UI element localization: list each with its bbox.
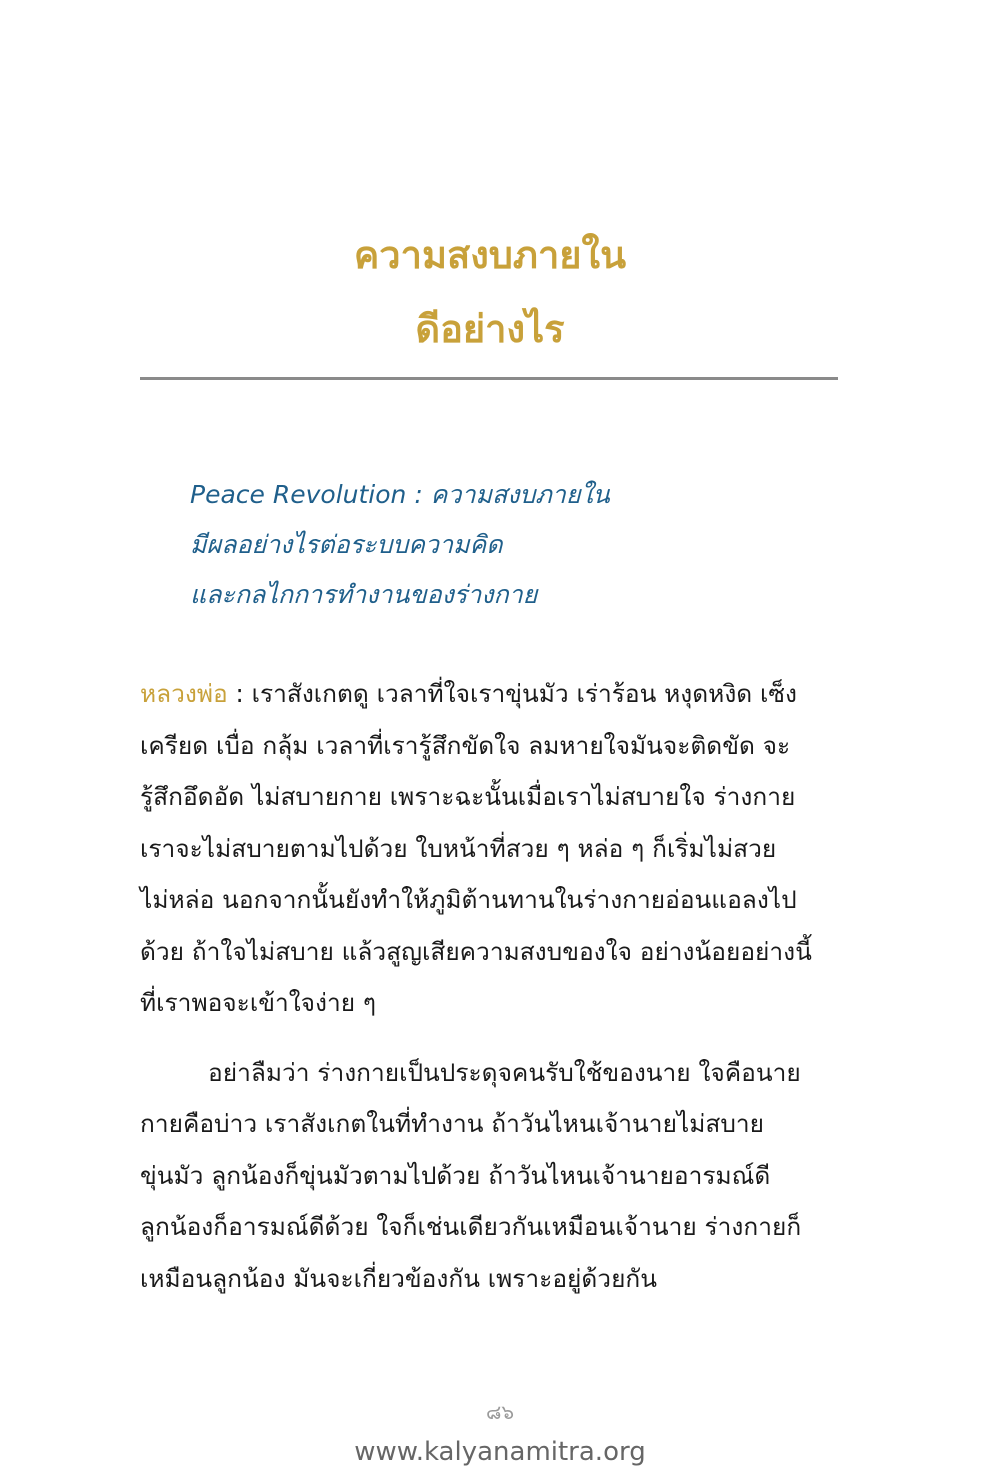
paragraph-line: เราจะไม่สบายตามไปด้วย ใบหน้าที่สวย ๆ หล่อ ๆ ก็เริ่มไม่สวย: [140, 833, 777, 863]
question-block: [190, 470, 830, 620]
paragraph-line: ที่เราพอจะเข้าใจง่าย ๆ: [140, 988, 377, 1017]
paragraph-line: ด้วย ถ้าใจไม่สบาย แล้วสูญเสียความสงบของใจ อย่างน้อยอย่างนี้: [140, 936, 812, 966]
chapter-title-line-2: ดีอย่างไร: [415, 307, 565, 351]
paragraph-line: ไม่หล่อ นอกจากนั้นยังทำให้ภูมิต้านทานในร่างกายอ่อนแอลงไป: [140, 885, 797, 914]
chapter-title-line-1: ความสงบภายใน: [353, 233, 627, 277]
speaker-label: หลวงพ่อ: [140, 679, 228, 708]
question-line-1: Peace Revolution : ความสงบภายใน: [190, 480, 610, 509]
title-divider: [140, 377, 838, 380]
paragraph-line: กายคือบ่าว เราสังเกตในที่ทำงาน ถ้าวันไหนเจ้านายไม่สบาย: [140, 1109, 765, 1138]
paragraph-line: [140, 668, 840, 720]
answer-paragraph-1: [140, 668, 840, 1029]
paragraph-line: ลูกน้องก็อารมณ์ดีด้วย ใจก็เช่นเดียวกันเหมือนเจ้านาย ร่างกายก็: [140, 1212, 802, 1241]
paragraph-line: รู้สึกอึดอัด ไม่สบายกาย เพราะฉะนั้นเมื่อเราไม่สบายใจ ร่างกาย: [140, 782, 796, 811]
website-url: www.kalyanamitra.org: [354, 1437, 646, 1467]
question-line-2: มีผลอย่างไรต่อระบบความคิด: [190, 530, 503, 559]
chapter-title: [140, 218, 840, 366]
paragraph-line: ขุ่นมัว ลูกน้องก็ขุ่นมัวตามไปด้วย ถ้าวันไหนเจ้านายอารมณ์ดี: [140, 1160, 771, 1190]
paragraph-text: : เราสังเกตดู เวลาที่ใจเราขุ่นมัว เร่าร้อน หงุดหงิด เซ็ง: [227, 679, 797, 708]
answer-paragraph-2: [140, 1047, 840, 1305]
paragraph-line: เหมือนลูกน้อง มันจะเกี่ยวข้องกัน เพราะอยู่ด้วยกัน: [140, 1263, 658, 1293]
question-line-3: และกลไกการทำงานของร่างกาย: [190, 580, 538, 609]
paragraph-line: เครียด เบื่อ กลุ้ม เวลาที่เรารู้สึกขัดใจ ลมหายใจมันจะติดขัด จะ: [140, 730, 791, 760]
paragraph-line: อย่าลืมว่า ร่างกายเป็นประดุจคนรับใช้ของนาย ใจคือนาย: [208, 1057, 801, 1087]
answer-body: [140, 668, 840, 1304]
page-number: ๘๖: [485, 1400, 515, 1424]
